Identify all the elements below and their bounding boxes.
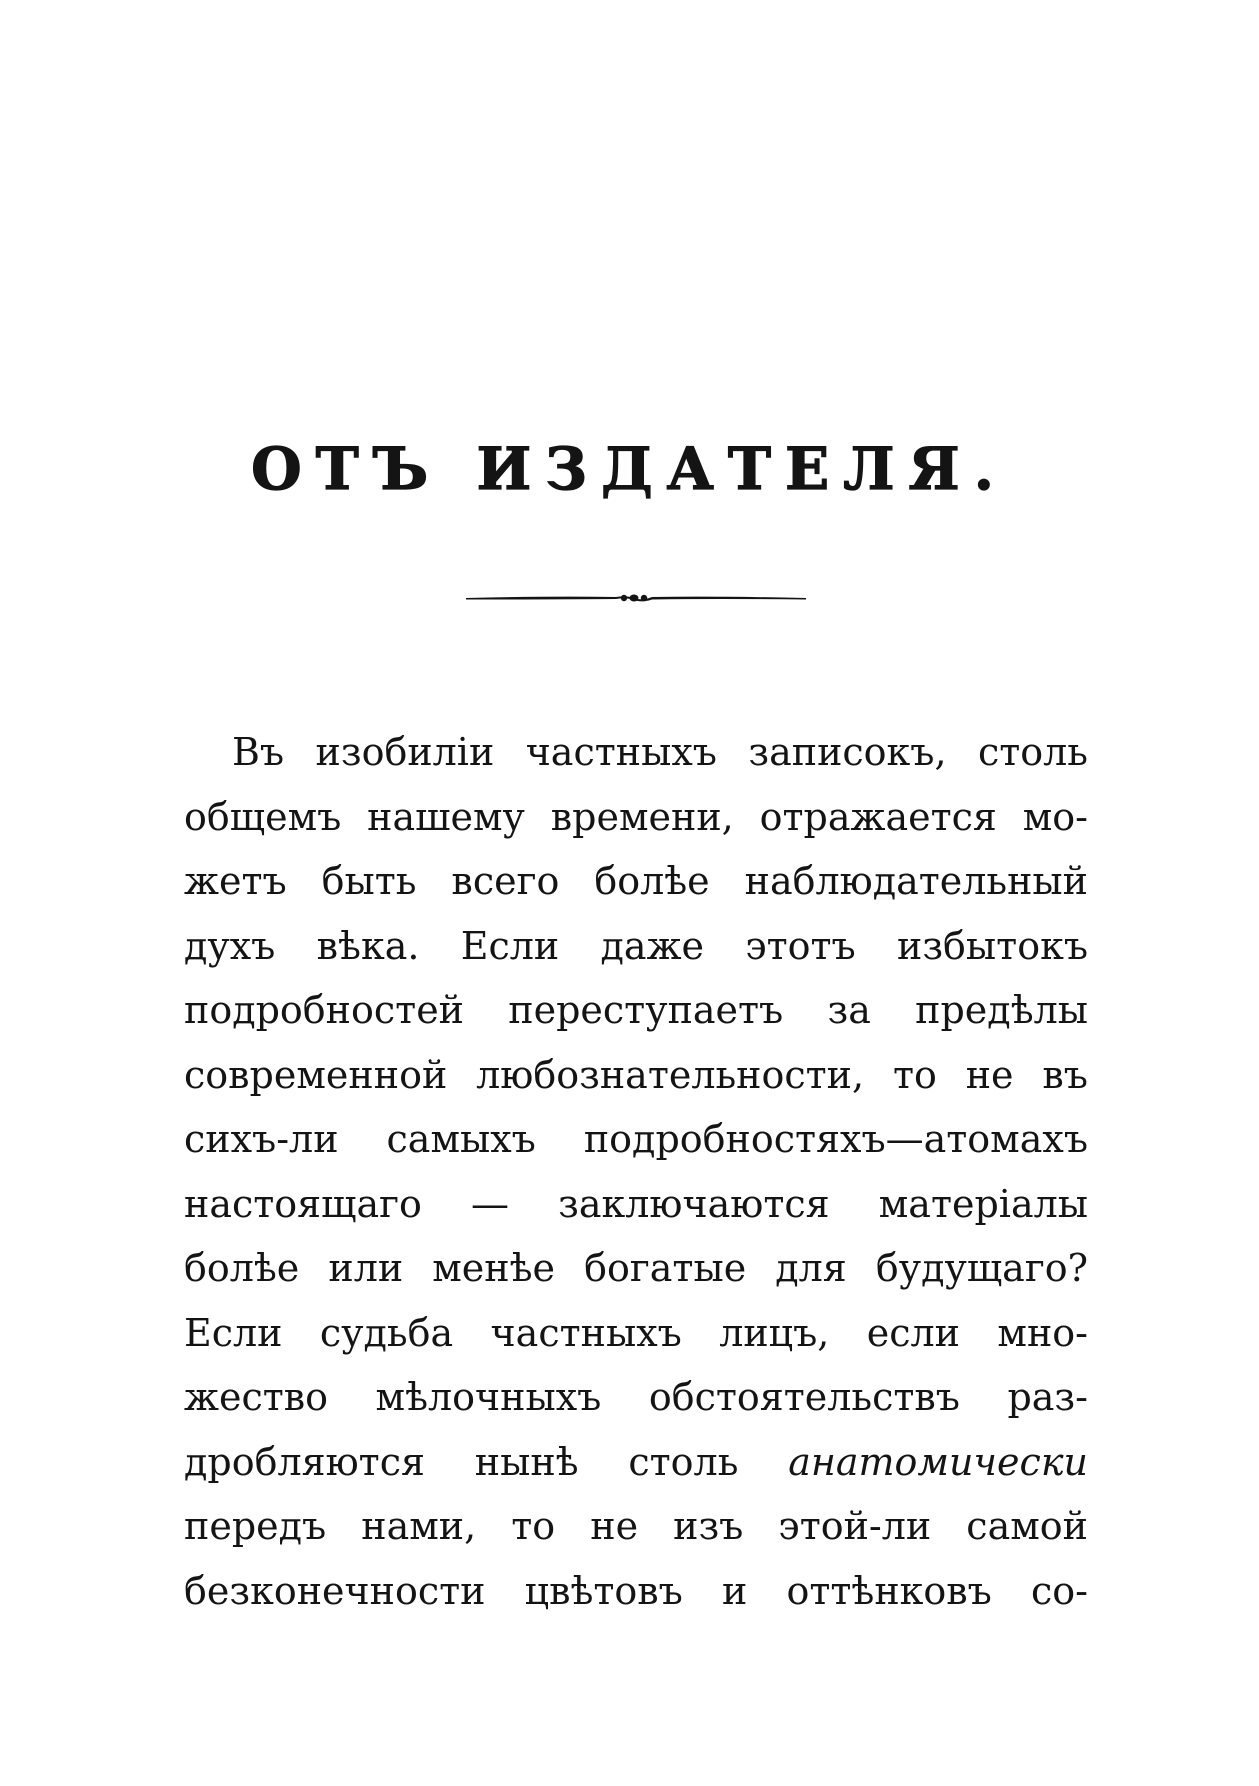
text-line: духъ вѣка. Если даже этотъ избытокъ [184, 923, 1088, 968]
ornament-divider [466, 586, 806, 610]
text-line: безконечности цвѣтовъ и оттѣнковъ со- [184, 1568, 1088, 1613]
text-line: жество мѣлочныхъ обстоятельствъ раз- [184, 1375, 1088, 1419]
body-text [184, 720, 1088, 1623]
italic-word: анатомически [788, 1439, 1088, 1484]
text-line: подробностей переступаетъ за предѣлы [184, 988, 1088, 1032]
text-line [184, 1430, 1088, 1495]
text-line: общемъ нашему времени, отражается мо- [184, 794, 1088, 839]
text-line: Если судьба частныхъ лицъ, если мно- [184, 1310, 1088, 1355]
text-line: передъ нами, то не изъ этой-ли самой [184, 1504, 1088, 1548]
text-segment: дробляются нынѣ столь [184, 1439, 789, 1484]
text-line: Въ изобиліи частныхъ записокъ, столь [232, 730, 1088, 774]
page-heading: ОТЪ ИЗДАТЕЛЯ. [251, 435, 1008, 503]
text-line: жетъ быть всего болѣе наблюдательный [184, 859, 1088, 903]
text-line: современной любознательности, то не въ [184, 1052, 1088, 1097]
text-line: настоящаго — заключаются матеріалы [184, 1181, 1088, 1226]
text-line: болѣе или менѣе богатые для будущаго? [184, 1246, 1088, 1290]
text-line: сихъ-ли самыхъ подробностяхъ—атомахъ [184, 1117, 1088, 1161]
